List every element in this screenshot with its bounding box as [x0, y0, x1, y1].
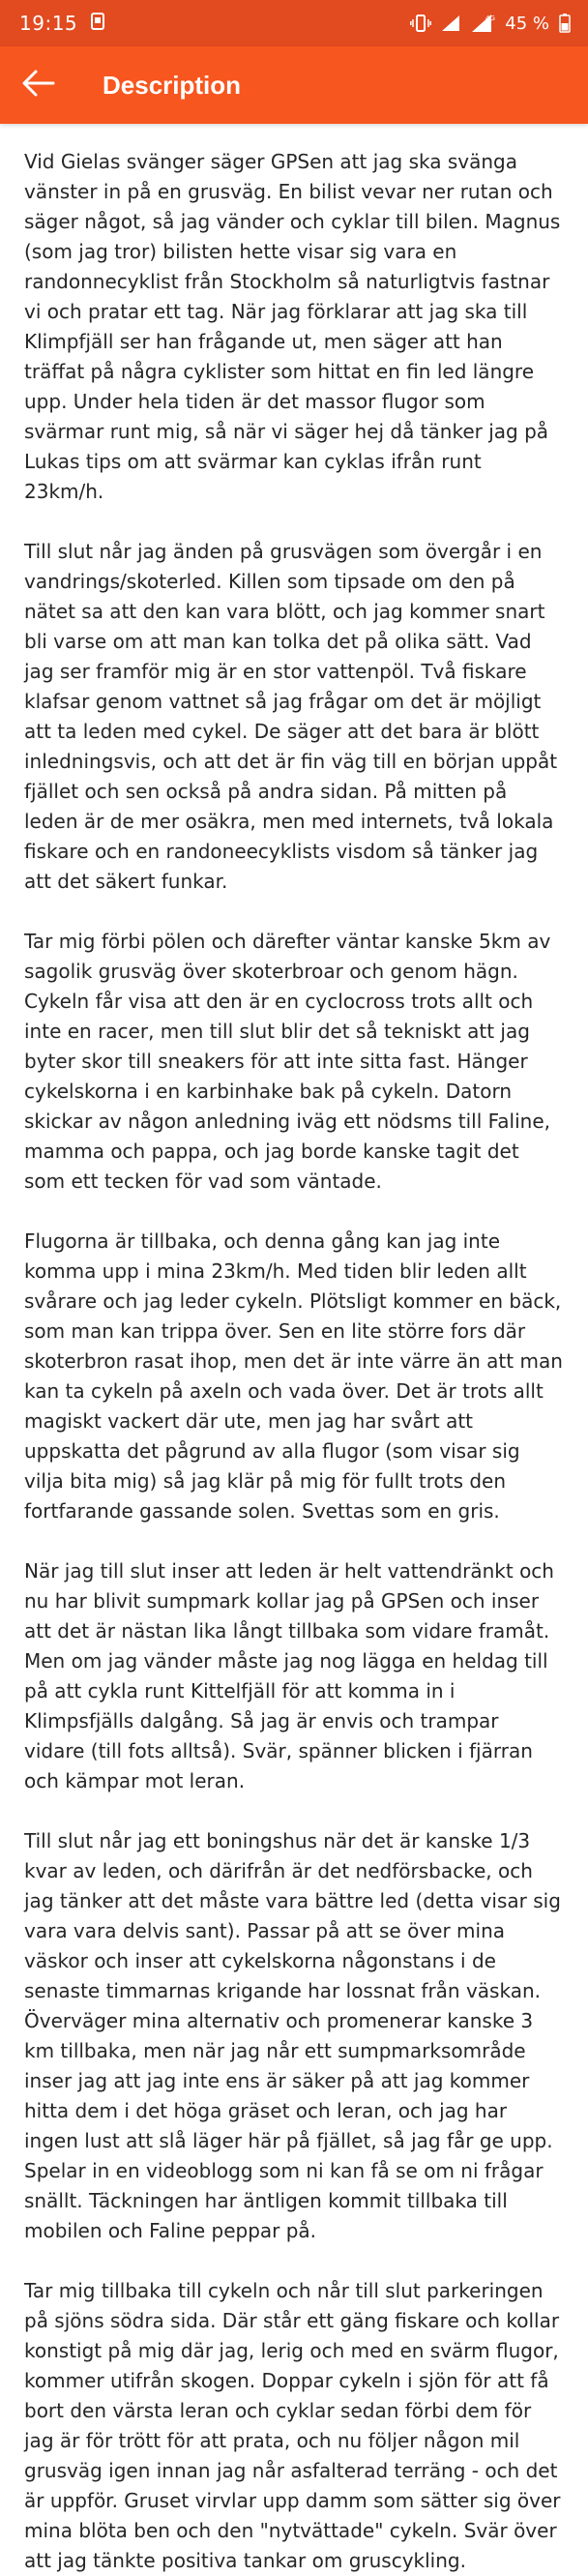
description-paragraph: När jag till slut inser att leden är helt vattendränkt och nu har blivit sumpmark kollar jag på GPSen och inser att det är nästan lika långt tillbaka som vidare framåt. Men om jag vänder måste jag nog lägga en heldag till på att cykla runt Kittelfjäll för att komma in i Klimpsfjälls dalgång. Så jag är envis och trampar vidare (till fots alltså). Svär, spänner blicken i fjärran och kämpar mot leran. [24, 1559, 554, 1792]
page-title: Description [103, 70, 242, 100]
network-type-label: 4G [485, 15, 496, 22]
vibrate-icon [410, 15, 431, 32]
description-paragraph: Flugorna är tillbaka, och denna gång kan jag inte komma upp i mina 23km/h. Med tiden blir leden allt svårare och jag leder cykeln. Plötsligt kommer en bäck, som man kan trippa över. Sen en lite större fors där skoterbron rasat ihop, men det är inte värre än att man kan ta cykeln på axeln och vada över. Det är trots allt magiskt vackert där ute, men jag har svårt att uppskatta det pågrund av alla flugor (som visar sig vilja bita mig) så jag klär på mig för fullt trots den fortfarande gassande solen. Svettas som en gris. [24, 1229, 563, 1523]
battery-icon [559, 14, 571, 33]
description-paragraph: Tar mig tillbaka till cykeln och når till slut parkeringen på sjöns södra sida. Där står ett gäng fiskare och kollar konstigt på mig där jag, lerig och med en svärm flugor, kommer utifrån skogen. Doppar cykeln i sjön för att få bort den värsta leran och cyklar sedan förbi dem för jag är för trött för att prata, och nu följer någon mil grusväg igen innan jag når asfalterad terräng - och det är uppför. Gruset virvlar upp damm som sätter sig över mina blöta ben och den "nytvättade" cykeln. Svär över att jag tänkte positiva tankar om gruscykling. [24, 2279, 561, 2572]
battery-percent: 45 % [505, 13, 549, 34]
description-paragraph: Vid Gielas svänger säger GPSen att jag ska svänga vänster in på en grusväg. En bilist vevar ner rutan och säger något, så jag vänder och cyklar till bilen. Magnus (som jag tror) bilisten hette visar sig vara en randonnecyklist från Stockholm så naturligtvis fastnar vi och pratar ett tag. När jag förklarar att jag ska till Klimpfjäll ser han frågande ut, men säger att han träffat på några cyklister som hittat en fin led längre upp. Under hela tiden är det massor flugor som svärmar runt mig, så när vi säger hej då tänker jag på Lukas tips om att svärmar kan cyklas ifrån runt 23km/h. [24, 150, 561, 503]
status-bar [0, 0, 588, 46]
back-button[interactable] [0, 46, 77, 124]
status-time: 19:15 [19, 12, 78, 35]
status-right [410, 14, 571, 34]
wifi-signal-icon [441, 15, 460, 32]
notification-icon [91, 13, 104, 34]
description-paragraph: Till slut når jag ett boningshus när det är kanske 1/3 kvar av leden, och därifrån är det nedförsbacke, och jag tänker att det måste vara bättre led (detta visar sig vara vara delvis sant). Passar på att se över mina väskor och inser att cykelskorna någonstans i de senaste timmarnas krigande har lossnat från väskan. Överväger mina alternativ och promenerar kanske 3 km tillbaka, men när jag når ett sumpmarksområde inser jag att jag inte ens är säker på att jag kommer hitta dem i det höga gräset och leran, och jag har ingen lust att slå läger här på fjället, så jag får ge upp. Spelar in en videoblogg som ni kan få se om ni frågar snällt. Täckningen har äntligen kommit tillbaka till mobilen och Faline peppar på. [24, 1829, 561, 2242]
description-paragraph: Tar mig förbi pölen och därefter väntar kanske 5km av sagolik grusväg över skoterbroar och genom hägn. Cykeln får visa att den är en cyclocross trots allt och inte en racer, men till slut blir det så tekniskt att jag byter skor till sneakers för att inte sitta fast. Hänger cykelskorna i en karbinhake bak på cykeln. Datorn skickar av någon anledning iväg ett nödsms till Faline, mamma och pappa, och jag borde kanske tagit det som ett tecken för vad som väntade. [24, 930, 551, 1193]
status-left [19, 12, 104, 35]
description-paragraph: Till slut når jag änden på grusvägen som övergår i en vandrings/skoterled. Killen som tipsade om den på nätet sa att den kan vara blött, och jag kommer snart bli varse om att man kan tolka det på olika sätt. Vad jag ser framför mig är en stor vattenpöl. Två fiskare klafsar genom vattnet så jag frågar om det är möjligt att ta leden med cykel. De säger att det bara är blött inledningsvis, och att det är fin väg till en början uppåt fjället och sen också på andra sidan. På mitten på leden är de mer osäkra, men med internets, två lokala fiskare och en randoneecyklists visdom så tänker jag att det säkert funkar. [24, 540, 558, 893]
app-bar [0, 46, 588, 124]
description-content[interactable] [0, 124, 588, 2572]
arrow-left-icon [22, 70, 55, 102]
cell-signal-icon [470, 14, 495, 33]
